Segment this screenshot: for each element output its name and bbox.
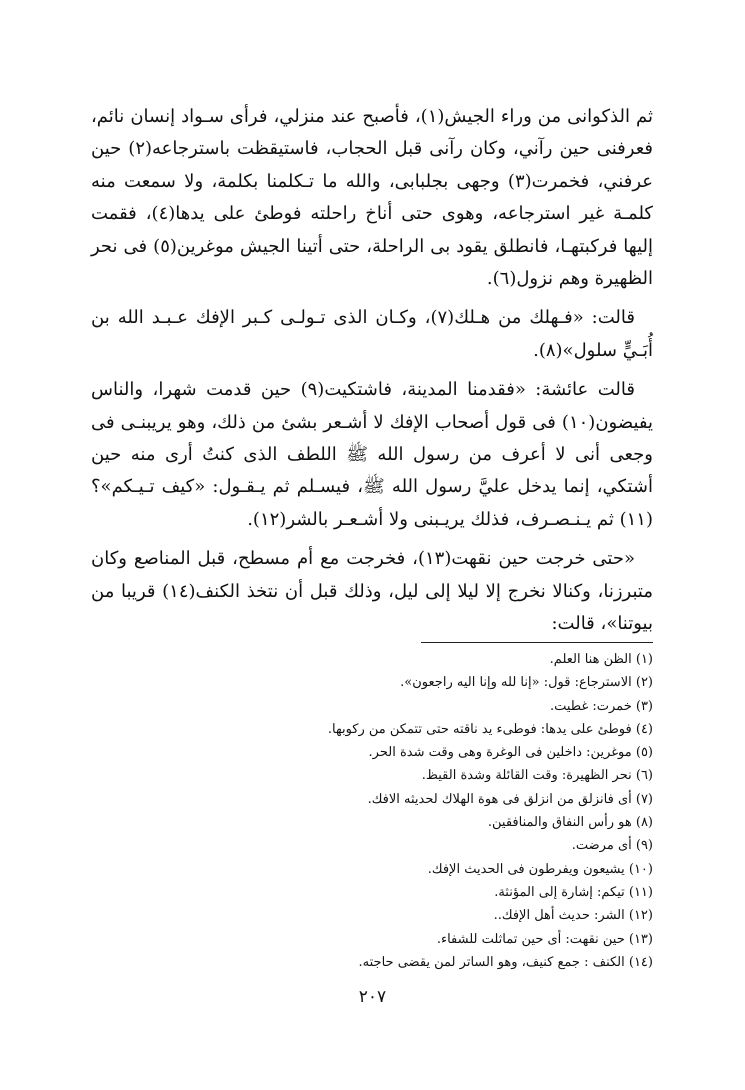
- page-number: ٢٠٧: [358, 987, 387, 1007]
- footnote: (٧) أى فانزلق من انزلق فى هوة الهلاك لحديثه الافك.: [367, 791, 653, 807]
- footnote-separator: [421, 642, 653, 643]
- footnote: (٤) فوطئ على يدها: فوطىء يد ناقته حتى تتمكن من ركوبها.: [327, 721, 653, 737]
- footnote: (٨) هو رأس النفاق والمنافقين.: [487, 815, 653, 831]
- footnote: (١) الظن هنا العلم.: [549, 652, 653, 667]
- paragraph: ثم الذكوانى من وراء الجيش(١)، فأصبح عند منزلي، فرأى سـواد إنسان نائم، فعرفنى حين رآني، وكان رآنى قبل الحجاب، فاستيقظت باسترجاعه(٢) حين عرفني، فخمرت(٣) وجهى بجلبابى، والله ما تـكلمنا بكلمة، ولا سمعت منه كلمـة غير استرجاعه، وهوى حتى أناخ راحلته فوطئ على يدها(٤)، فقمت إليها فركبتهـا، فانطلق يقود بى الراحلة، حتى أتينا الجيش موغرين(٥) فى نحر الظهيرة وهم نزول(٦).: [91, 106, 653, 290]
- footnote: (١٣) حين نقهت: أى حين تماثلت للشفاء.: [436, 931, 653, 947]
- footnote: (٩) أى مرضت.: [571, 838, 653, 854]
- footnote: (٦) نحر الظهيرة: وقت القائلة وشدة القيظ.: [421, 768, 653, 784]
- paragraph: «حتى خرجت حين نقهت(١٣)، فخرجت مع أم مسطح، قبل المناصع وكان متبرزنا، وكنالا نخرج إلا ليلا إلى ليل، وذلك قبل أن نتخذ الكنف(١٤) قريبا من بيوتنا»، قالت:: [91, 548, 653, 635]
- main-text: [91, 101, 653, 641]
- footnote: (٥) موغرين: داخلين فى الوغرة وهى وقت شدة الحر.: [368, 745, 653, 761]
- footnotes-list: [93, 648, 653, 974]
- footnote: (١٤) الكنف : جمع كنيف، وهو الساتر لمن يقضى حاجته.: [358, 954, 653, 970]
- footnote: (٢) الاسترجاع: قول: «إنا لله وإنا اليه راجعون».: [400, 675, 653, 691]
- footnote: (١٠) يشيعون ويفرطون فى الحديث الإفك.: [427, 861, 653, 877]
- footnote: (١١) تيكم: إشارة إلى المؤنثة.: [494, 884, 653, 900]
- footnote: (٣) خمرت: غطيت.: [549, 698, 653, 714]
- paragraph: قالت: «فـهلك من هـلك(٧)، وكـان الذى تـولـى كـبر الإفك عـبـد الله بن أُبَـيٍّ سلول»(٨).: [91, 307, 653, 361]
- footnote: (١٢) الشر: حديث أهل الإفك..: [493, 908, 653, 924]
- paragraph: قالت عائشة: «فقدمنا المدينة، فاشتكيت(٩) حين قدمت شهرا، والناس يفيضون(١٠) فى قول أصحاب الإفك لا أشـعر بشئ من ذلك، وهو يريبنـى فى وجعى أنى لا أعرف من رسول الله ﷺ اللطف الذى كنتُ أرى منه حين أشتكي، إنما يدخل عليَّ رسول الله ﷺ، فيسـلم ثم يـقـول: «كيف تـيـكم»؟(١١) ثم يـنـصـرف، فذلك يريـبنى ولا أشـعـر بالشر(١٢).: [91, 379, 654, 530]
